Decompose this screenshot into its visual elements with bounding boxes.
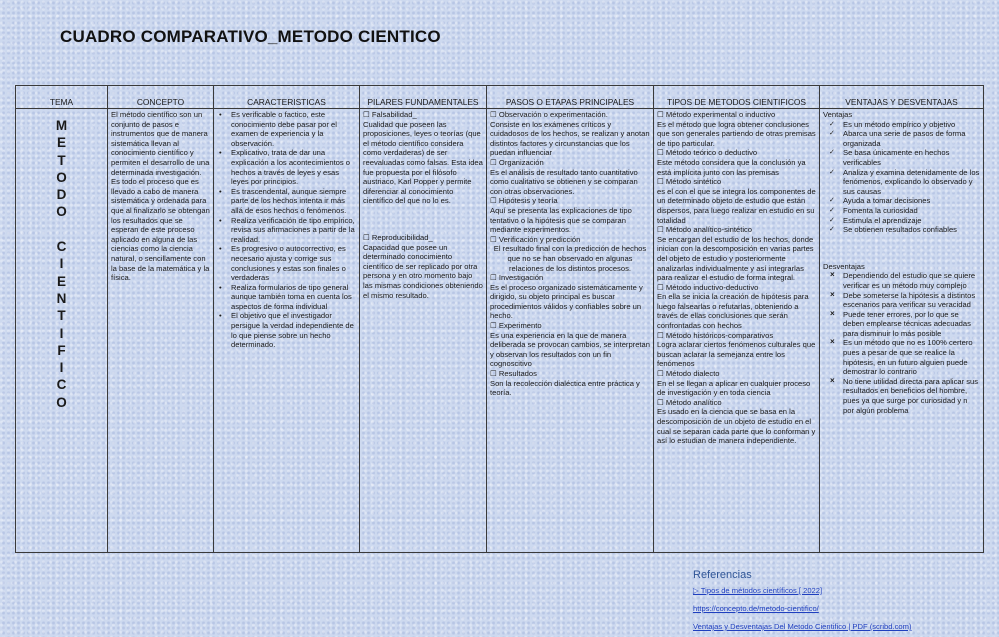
pilar-falsabilidad-title: ☐ Falsabilidad_ (363, 110, 483, 120)
caracteristica-item: • El objetivo que el investigador persigue la verdad independiente de lo que piense sobre un hecho determinado. (217, 311, 356, 349)
tema-letter: C (56, 239, 67, 255)
ventaja-item: ✓ Se obtienen resultados confiables (823, 225, 980, 235)
tema-letter: I (59, 256, 64, 272)
header-row (16, 86, 984, 109)
tipo-title: ☐ Método teórico o deductivo (657, 148, 816, 158)
reference-link-3[interactable]: Ventajas y Desventajas Del Metodo Cientifico | PDF (scribd.com) (693, 622, 912, 631)
pilares-cell (360, 109, 487, 553)
ventaja-item: ✓ Fomenta la curiosidad (823, 206, 980, 216)
tipo-title: ☐ Método analítico-sintético (657, 225, 816, 235)
tipos-list (657, 110, 816, 446)
tipo-description: Es usado en la ciencia que se basa en la descomposición de un objeto de estudio en el cual se separan cada parte que lo conforman y así lo estudian de manera independiente. (657, 407, 816, 446)
header-tipos: TIPOS DE METODOS CIENTIFICOS (654, 86, 820, 109)
comparison-table (15, 85, 984, 553)
paso-experimento-title: ☐ Experimento (490, 321, 650, 331)
concepto-cell: El método científico son un conjunto de pasos e instrumentos que de manera sistemática llevan al conocimiento científico y permiten el desarrollo de una determinada investigación. Es todo el proceso que es llevado a cabo de manera sistemática y ordenada para que al finalizarlo se obtengan los resultados que se esperan de este proceso aplicado en alguna de las ciencias como la ciencia natural, o sencillamente con la base de la matemática y la física. (108, 109, 214, 553)
header-ventajas: VENTAJAS Y DESVENTAJAS (820, 86, 984, 109)
tema-letter: T (57, 152, 66, 168)
tema-letter: C (56, 377, 67, 393)
tema-letter: N (56, 290, 67, 306)
reference-link-1[interactable]: ▷ Tipos de métodos científicos [ 2022] (693, 586, 823, 595)
desventaja-item: × Es un método que no es 100% certero pues a pesar de que se realice la hipótesis, en un futuro alguien puede demostrar lo contrario (823, 338, 980, 376)
tema-letter: M (55, 118, 68, 133)
tema-letter: F (57, 342, 66, 358)
pilar-falsabilidad-text: Cualidad que poseen las proposiciones, leyes o teorías (que el método científico considera como verdaderas) de ser reevaluadas como falsas. Esta idea fue propuesta por el filósofo austriaco, Karl Popper y permite diferenciar al conocimiento científico del que no lo es. (363, 119, 483, 206)
paso-observacion-title: ☐ Observación o experimentación. (490, 110, 650, 120)
paso-investigacion-title: ☐ Investigación (490, 273, 650, 283)
tema-letter: O (56, 169, 67, 185)
tipos-cell (654, 109, 820, 553)
caracteristica-item: • Es verificable o factico, este conocimiento debe pasar por el examen de experiencia y la observación. (217, 110, 356, 148)
tipo-title: ☐ Método analítico (657, 398, 816, 408)
ventaja-item: ✓ Es un método empírico y objetivo (823, 120, 980, 130)
content-row (16, 109, 984, 553)
paso-hipotesis-title: ☐ Hipótesis y teoría (490, 196, 650, 206)
caracteristica-item: • Es progresivo o autocorrectivo, es necesario ajusta y corrige sus conclusiones y estas son finales o verdaderas (217, 244, 356, 282)
ventajas-cell (820, 109, 984, 553)
ventaja-item: ✓ Abarca una serie de pasos de forma organizada (823, 129, 980, 148)
paso-observacion-text: Consiste en los exámenes críticos y cuidadosos de los hechos, se realizan y anotan distintos factores y circunstancias que los puedan influenciar (490, 119, 650, 158)
caracteristica-item: • Realiza formularios de tipo general aunque también toma en cuenta los aspectos de forma individual (217, 283, 356, 312)
tipo-title: ☐ Método sintético (657, 177, 816, 187)
tema-letter: I (59, 360, 64, 376)
ventaja-item: ✓ Estimula el aprendizaje (823, 216, 980, 226)
tipo-description: En el se llegan a aplicar en cualquier proceso de investigación y en toda ciencia (657, 378, 811, 398)
pasos-cell (487, 109, 654, 553)
paso-investigacion-text: Es el proceso organizado sistemáticamente y dirigido, su objeto principal es buscar procedimientos válidos y confiables sobre un hecho. (490, 282, 643, 321)
references-heading: Referencias (693, 569, 752, 581)
tipo-description: Es el método que logra obtener conclusiones que son generales partiendo de otras premisas de tipo particular. (657, 119, 816, 148)
tema-letter: E (56, 135, 66, 151)
header-caracteristicas: CARACTERISTICAS (214, 86, 360, 109)
paso-verificacion-title: ☐ Verificación y predicción (490, 235, 650, 245)
desventaja-item: × No tiene utilidad directa para aplicar sus resultados en beneficios del hombre, pues ya que surge por curiosidad y n por algún problema (823, 377, 980, 415)
page-title: CUADRO COMPARATIVO_METODO CIENTICO (60, 27, 441, 46)
tema-cell (16, 109, 108, 553)
caracteristica-item: • Realiza verificación de tipo empírico, revisa sus afirmaciones a partir de la realidad. (217, 216, 356, 245)
tipo-title: ☐ Método históricos-comparativos (657, 331, 816, 341)
ventaja-item: ✓ Analiza y examina detenidamente de los fenómenos, explicando lo observado y sus causas (823, 168, 980, 197)
paso-resultados-text: Son la recolección dialéctica entre práctica y teoría. (490, 378, 640, 398)
header-pasos: PASOS O ETAPAS PRINCIPALES (487, 86, 654, 109)
desventajas-list (823, 271, 980, 415)
reference-link-2[interactable]: https://concepto.de/metodo-cientifico/ (693, 604, 819, 613)
desventaja-item: × Dependiendo del estudio que se quiere verificar es un método muy complejo (823, 271, 980, 290)
tema-letter: I (59, 325, 64, 341)
tema-letter: O (56, 204, 67, 220)
ventaja-item: ✓ Se basa únicamente en hechos verificables (823, 148, 980, 167)
desventajas-label: Desventajas (823, 261, 865, 271)
tipo-title: ☐ Método dialecto (657, 369, 816, 379)
desventaja-item: × Debe someterse la hipótesis a distintos escenarios para verificar su veracidad (823, 291, 980, 310)
tipo-description: Este método considera que la conclusión ya está implícita junto con las premisas (657, 157, 806, 177)
ventaja-item: ✓ Ayuda a tomar decisiones (823, 196, 980, 206)
tipo-description: Logra aclarar ciertos fenómenos culturales que buscan aclarar la semejanza entre los fenómenos (657, 340, 816, 369)
tipo-description: es el con el que se integra los componentes de un determinado objeto de estudio que están dispersos, para luego realizar en estudio en su totalidad (657, 186, 816, 225)
caracteristicas-list (217, 110, 356, 350)
tipo-title: ☐ Método inductivo-deductivo (657, 283, 816, 293)
ventajas-label: Ventajas (823, 110, 853, 119)
tema-vertical-text (19, 117, 104, 411)
tipo-title: ☐ Método experimental o inductivo (657, 110, 816, 120)
paso-resultados-title: ☐ Resultados (490, 369, 650, 379)
tema-letter (19, 221, 104, 238)
caracteristicas-cell (214, 109, 360, 553)
paso-experimento-text: Es una experiencia en la que de manera deliberada se provocan cambios, se interpretan y observan los resultados con un fin cognoscitivo (490, 330, 650, 369)
pilar-reproducibilidad-text: Capacidad que posee un determinado conocimiento científico de ser replicado por otra persona y en otro momento bajo las mismas condiciones obteniendo el mismo resultado. (363, 242, 483, 300)
caracteristica-item: • Explicativo, trata de dar una explicación a los acontecimientos o hechos a través de leyes y esas leyes por principios. (217, 148, 356, 186)
caracteristica-item: • Es trascendental, aunque siempre parte de los hechos intenta ir más allá de esos hechos o fenómenos. (217, 187, 356, 216)
tema-letter: E (56, 273, 66, 289)
ventajas-list (823, 120, 980, 235)
header-pilares: PILARES FUNDAMENTALES (360, 86, 487, 109)
paso-organizacion-title: ☐ Organización (490, 158, 650, 168)
desventaja-item: × Puede tener errores, por lo que se deben emplearse técnicas adecuadas para disminuir lo más posible (823, 310, 980, 339)
tipo-description: En ella se inicia la creación de hipótesis para luego falsearlas o refutarlas, obteniendo a través de ellas conclusiones que serán confrontadas con hechos (657, 292, 809, 331)
paso-organizacion-text: Es el análisis de resultado tanto cuantitativo como cualitativo se obtienen y se comparan con otras observaciones. (490, 167, 638, 196)
tema-letter: D (56, 187, 67, 203)
tema-letter: O (56, 394, 67, 410)
paso-hipotesis-text: Aquí se presenta las explicaciones de tipo tentativo o la hipótesis que se comparan mediante experimentos. (490, 205, 632, 235)
header-tema: TEMA (16, 86, 108, 109)
paso-verificacion-text: El resultado final con la predicción de hechos que no se han observado en algunas relaciones de los distintos procesos. (493, 244, 647, 273)
pilar-reproducibilidad-title: ☐ Reproducibilidad_ (363, 233, 483, 243)
tipo-description: Se encargan del estudio de los hechos, donde inician con la descomposición en varias partes del objeto de estudio y posteriormente analizarlas individualmente y así integrarlas para realizar el estudio de forma integral. (657, 234, 814, 283)
tema-letter: T (57, 308, 66, 324)
header-concepto: CONCEPTO (108, 86, 214, 109)
